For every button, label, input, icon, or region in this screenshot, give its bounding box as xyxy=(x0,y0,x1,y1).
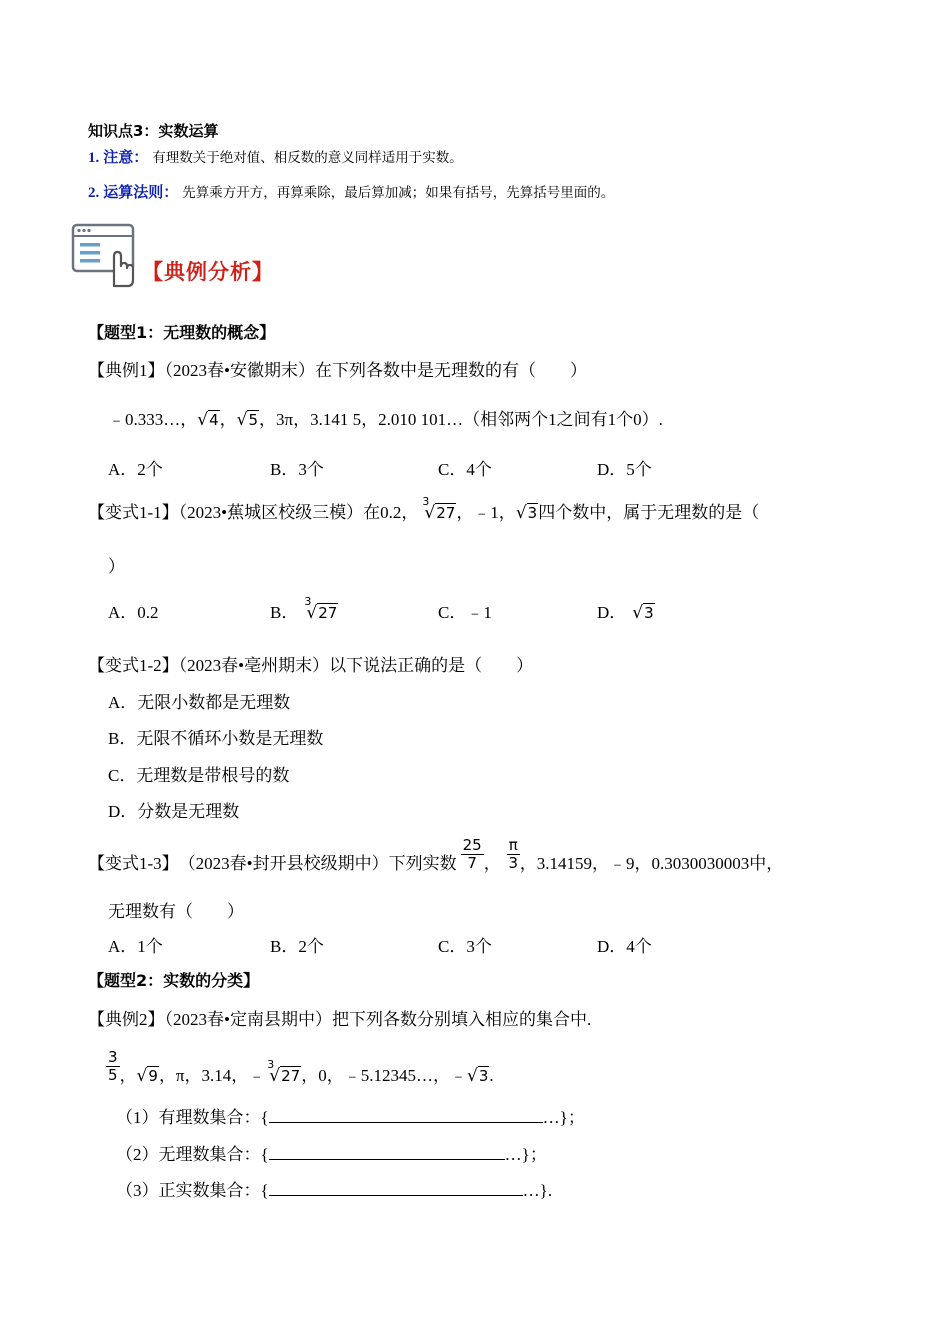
answer-blank[interactable] xyxy=(269,1181,523,1196)
example-1-stem xyxy=(88,356,587,381)
closing-paren: ） xyxy=(108,557,125,576)
set-rational xyxy=(116,1103,585,1128)
fraction-25-7: $\frac{25}{7}$ xyxy=(462,836,482,872)
set-irrational xyxy=(116,1140,547,1165)
number-text: ，3π，3.141 5，2.010 101…（相邻两个1之间有1个0）. xyxy=(259,410,663,429)
example-2-stem xyxy=(88,1005,591,1030)
knowledge-title: 知识点3：实数运算 xyxy=(88,122,219,140)
question-text: （2023春•封开县校级期中）下列实数 xyxy=(178,854,457,873)
example-tag: 【变式1-1】 xyxy=(88,503,179,522)
section-heading-type1: 【题型1：无理数的概念】 xyxy=(88,323,276,342)
option-b: B． 3 √27 xyxy=(270,595,338,623)
example-tag: 【变式1-3】 xyxy=(88,854,179,873)
sqrt-3: √3 xyxy=(632,603,654,623)
item-number: 2. xyxy=(88,185,100,201)
set-end: …}. xyxy=(522,1181,553,1200)
example-tag: 【典例1】 xyxy=(88,361,165,380)
variant-1-3-line2: 无理数有（ ） xyxy=(108,902,244,921)
option-c: C．4个 xyxy=(438,460,492,479)
item-label: 注意： xyxy=(103,148,149,166)
option-c: C．3个 xyxy=(438,937,492,956)
sqrt-5: √5 xyxy=(236,410,259,430)
variant-1-2-stem xyxy=(88,651,533,676)
item-label: 运算法则： xyxy=(103,183,179,201)
cbrt-27: 3 √27 xyxy=(422,495,456,523)
option-d: D． √3 xyxy=(597,603,654,623)
section-heading-type2: 【题型2：实数的分类】 xyxy=(88,971,260,990)
sqrt-3: √3 xyxy=(466,1066,489,1086)
question-text: ， xyxy=(483,854,501,873)
question-text: （2023春•定南县期中）把下列各数分别填入相应的集合中. xyxy=(164,1010,592,1029)
fraction-3-5: $\frac{3}{5}$ xyxy=(108,1048,118,1084)
cbrt-27: 3 √27 xyxy=(267,1058,301,1086)
answer-blank[interactable] xyxy=(269,1108,543,1123)
banner-title: 【典例分析】 xyxy=(142,260,274,284)
fraction-pi-3: $\frac{\pi}{3}$ xyxy=(508,836,518,872)
option-a: A．2个 xyxy=(108,460,163,479)
example-1-numbers xyxy=(108,405,663,430)
item-text: 先算乘方开方，再算乘除，最后算加减；如果有括号，先算括号里面的。 xyxy=(182,185,615,201)
option-d: D．5个 xyxy=(597,460,652,479)
browser-pointer-icon xyxy=(70,222,140,288)
variant-1-1-stem xyxy=(88,495,760,523)
question-text: （2023春•安徽期末）在下列各数中是无理数的有（ ） xyxy=(164,361,587,380)
option-a: A．1个 xyxy=(108,937,163,956)
set-label: （2）无理数集合：{ xyxy=(116,1145,269,1164)
option-c: C．无理数是带根号的数 xyxy=(108,766,290,785)
option-b: B．3个 xyxy=(270,460,324,479)
set-end: …}； xyxy=(504,1145,547,1164)
option-d: D．4个 xyxy=(597,937,652,956)
sqrt-3: √3 xyxy=(515,503,538,523)
sqrt-9: √9 xyxy=(136,1066,158,1086)
question-text: 四个数中，属于无理数的是（ xyxy=(538,503,760,522)
example-tag: 【变式1-2】 xyxy=(88,656,179,675)
number-text: ，0，﹣5.12345…，﹣ xyxy=(301,1066,467,1085)
option-d: D．分数是无理数 xyxy=(108,802,240,821)
variant-1-3-stem xyxy=(88,830,783,874)
option-c: C．﹣1 xyxy=(438,603,492,622)
number-text: . xyxy=(489,1066,494,1085)
question-text: （2023•蕉城区校级三模）在0.2， xyxy=(178,503,419,522)
number-text: ， xyxy=(219,410,237,429)
item-number: 1. xyxy=(88,150,100,166)
number-text: ，π，3.14，﹣ xyxy=(158,1066,266,1085)
question-text: ，﹣1， xyxy=(456,503,516,522)
option-a: A．无限小数都是无理数 xyxy=(108,693,291,712)
set-label: （3）正实数集合：{ xyxy=(116,1181,269,1200)
option-b: B．无限不循环小数是无理数 xyxy=(108,729,324,748)
knowledge-item-2 xyxy=(88,181,614,202)
answer-blank[interactable] xyxy=(269,1145,505,1160)
set-positive-real xyxy=(116,1176,552,1201)
option-a: A．0.2 xyxy=(108,603,159,622)
number-text: ， xyxy=(119,1066,137,1085)
number-text: ﹣0.333…， xyxy=(108,410,198,429)
example-tag: 【典例2】 xyxy=(88,1010,165,1029)
cbrt-27: 3 √27 xyxy=(304,595,338,623)
set-label: （1）有理数集合：{ xyxy=(116,1108,269,1127)
question-text: （2023春•亳州期末）以下说法正确的是（ ） xyxy=(178,656,534,675)
sqrt-4: √4 xyxy=(197,410,219,430)
set-end: …}； xyxy=(542,1108,585,1127)
item-text: 有理数关于绝对值、相反数的意义同样适用于实数。 xyxy=(152,150,463,166)
question-text: ，3.14159，﹣9，0.3030030003中， xyxy=(519,854,784,873)
option-b: B．2个 xyxy=(270,937,324,956)
example-2-numbers xyxy=(106,1040,494,1086)
knowledge-item-1 xyxy=(88,146,463,167)
